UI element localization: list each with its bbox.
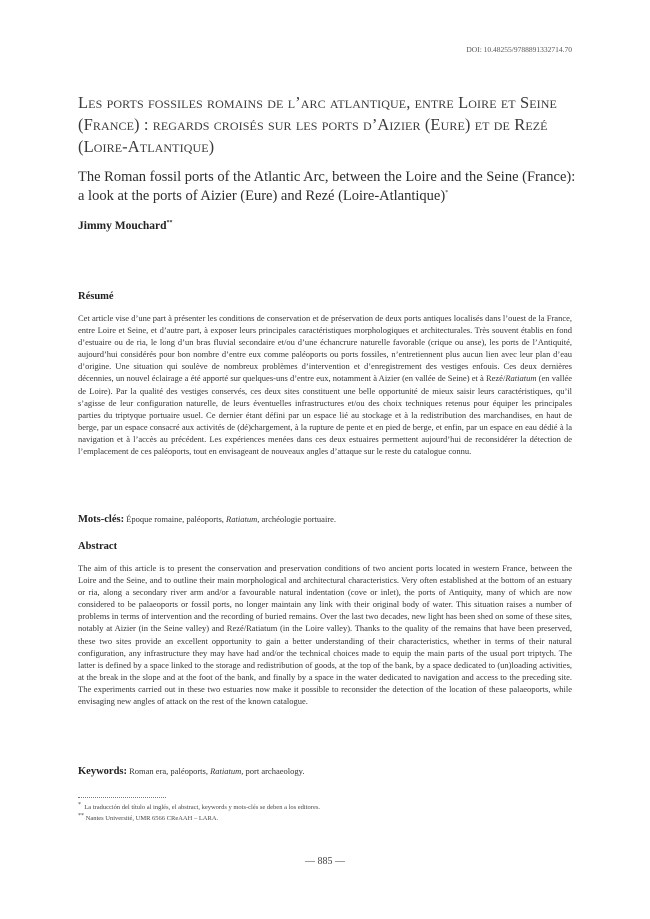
keywords-text-part-1: Roman era, paléoports, [127, 766, 211, 776]
resume-italic-term: Ratiatum [505, 373, 537, 384]
mots-cles-label: Mots-clés: [78, 514, 125, 525]
footnote-2-mark: ** [78, 812, 84, 819]
mots-cles-line [78, 514, 572, 525]
author-name-text: Jimmy Mouchard [78, 220, 167, 232]
author-name [78, 220, 172, 232]
abstract-paragraph: The aim of this article is to present the conservation and preservation conditions of two ancient ports located in western France, between the Loire and the Seine, and to outline their main morphological and architectural characteristics. Very often established at the bottom of an estuary or ria, along a secondary river arm and/or a favourable natural indentation (cove or inlet), the ports of Antiquity, many of which are now considered to be palaeoports or fossil ports, no longer maintain any link with their original body of water. This situation raises a number of problems in terms of intervention and the recording of buried remains. Over the last two decades, new light has been shed on some of these sites, notably at Aizier (in the Seine valley) and Rezé/Ratiatum (in the Loire valley). Thanks to the quality of the remains that have been preserved, these two sites provide an excellent opportunity to gain a better understanding of their characteristics, whether in terms of their natural configuration, any infrastructure they may have had and/or the technical choices made to equip the main parts of the usual port triptych. The latter is defined by a space linked to the storage and redistribution of goods, at the top of the bank, by a space dedicated to (un)loading activities, at the break in the slope and at the foot of the bank, and finally by a space in the water dedicated to navigation and access to the preceding site. The experiments carried out in these two estuaries now make it possible to reconsider the detection of the location of these palaeoports, while envisaging new angles of attack on the rest of the known catalogue. [78, 563, 572, 707]
abstract-heading: Abstract [78, 541, 118, 552]
doi-label[interactable]: DOI: 10.48255/9788891332714.70 [466, 45, 572, 54]
mots-cles-text-part-2: , archéologie portuaire. [257, 514, 337, 524]
footnote-1-mark: * [78, 801, 81, 808]
keywords-label: Keywords: [78, 766, 127, 777]
footnote-1 [78, 801, 320, 811]
french-title-text: Les ports fossiles romains de l’arc atlantique, entre Loire et Seine (France) : regards croisés sur les ports d’Aizier (Eure) et de Rezé (Loire-Atlantique) [78, 93, 557, 156]
author-footnote-mark[interactable]: ** [166, 220, 173, 227]
page-number: — 885 — [305, 856, 345, 867]
keywords-line [78, 766, 572, 777]
french-title [78, 92, 578, 158]
footnote-2 [78, 812, 219, 822]
footnote-1-text: La traducción del título al inglés, el abstract, keywords y mots-clés se deben a los editores. [84, 804, 320, 811]
english-title [78, 168, 578, 206]
resume-text-part-2: (en vallée de Loire). Par la qualité des vestiges conservés, ces deux sites constituent une belle opportunité de mieux saisir leurs caractéristiques, qu’il s’agisse de leur configuration naturelle, de leurs éventuelles infrastructures et/ou des choix techniques retenus pour équiper les principales parties du triptyque portuaire usuel. Ce dernier étant défini par un espace lié au stockage et à la redistribution des marchandises, en haut de berge, par un espace consacré aux activités de (dé)chargement, à la rupture de pente et en pied de berge, et enfin, par un espace en eau dédié à la navigation et à l’accès au précédent. Les expériences menées dans ces deux estuaires permettent aujourd’hui de reconsidérer la détection de l’emplacement de ces paléoports, tout en envisageant de nouveaux angles d’attaque sur le reste du catalogue connu. [78, 373, 572, 457]
footnote-divider [78, 797, 166, 798]
footnote-2-text: Nantes Université, UMR 6566 CReAAH – LARA. [85, 815, 219, 822]
mots-cles-italic-term: Ratiatum [226, 514, 258, 524]
keywords-text-part-2: , port archaeology. [241, 766, 305, 776]
resume-paragraph [78, 312, 572, 457]
mots-cles-text-part-1: Époque romaine, paléoports, [124, 514, 227, 524]
english-title-footnote-mark[interactable]: * [445, 190, 449, 197]
resume-heading: Résumé [78, 291, 114, 302]
resume-text-part-1: Cet article vise d’une part à présenter les conditions de conservation et de préservation de deux ports antiques localisés dans l’ouest de la France, entre Loire et Seine, et d’autre part, à exposer leurs principales caractéristiques morphologiques et architecturales. Très souvent établis en fond d’estuaire ou de ria, le long d’un bras fluvial secondaire et/ou d’une échancrure naturelle favorable (crique ou anse), les ports de l’Antiquité, aujourd’hui considérés pour bon nombre d’entre eux comme paléoports ou ports fossiles, n’entretiennent plus aucun lien avec leur plan d’eau d’origine. Une situation qui soulève de nombreux problèmes d’intervention et d’enregistrement des vestiges enfouis. Ces deux dernières décennies, un nouvel éclairage a été apporté sur quelques-uns d’entre eux, notamment à Aizier (en vallée de Seine) et à Rezé/ [78, 313, 572, 384]
keywords-italic-term: Ratiatum [210, 766, 242, 776]
english-title-text: The Roman fossil ports of the Atlantic Arc, between the Loire and the Seine (France): a look at the ports of Aizier (Eure) and Rezé (Loire-Atlantique) [78, 169, 576, 204]
